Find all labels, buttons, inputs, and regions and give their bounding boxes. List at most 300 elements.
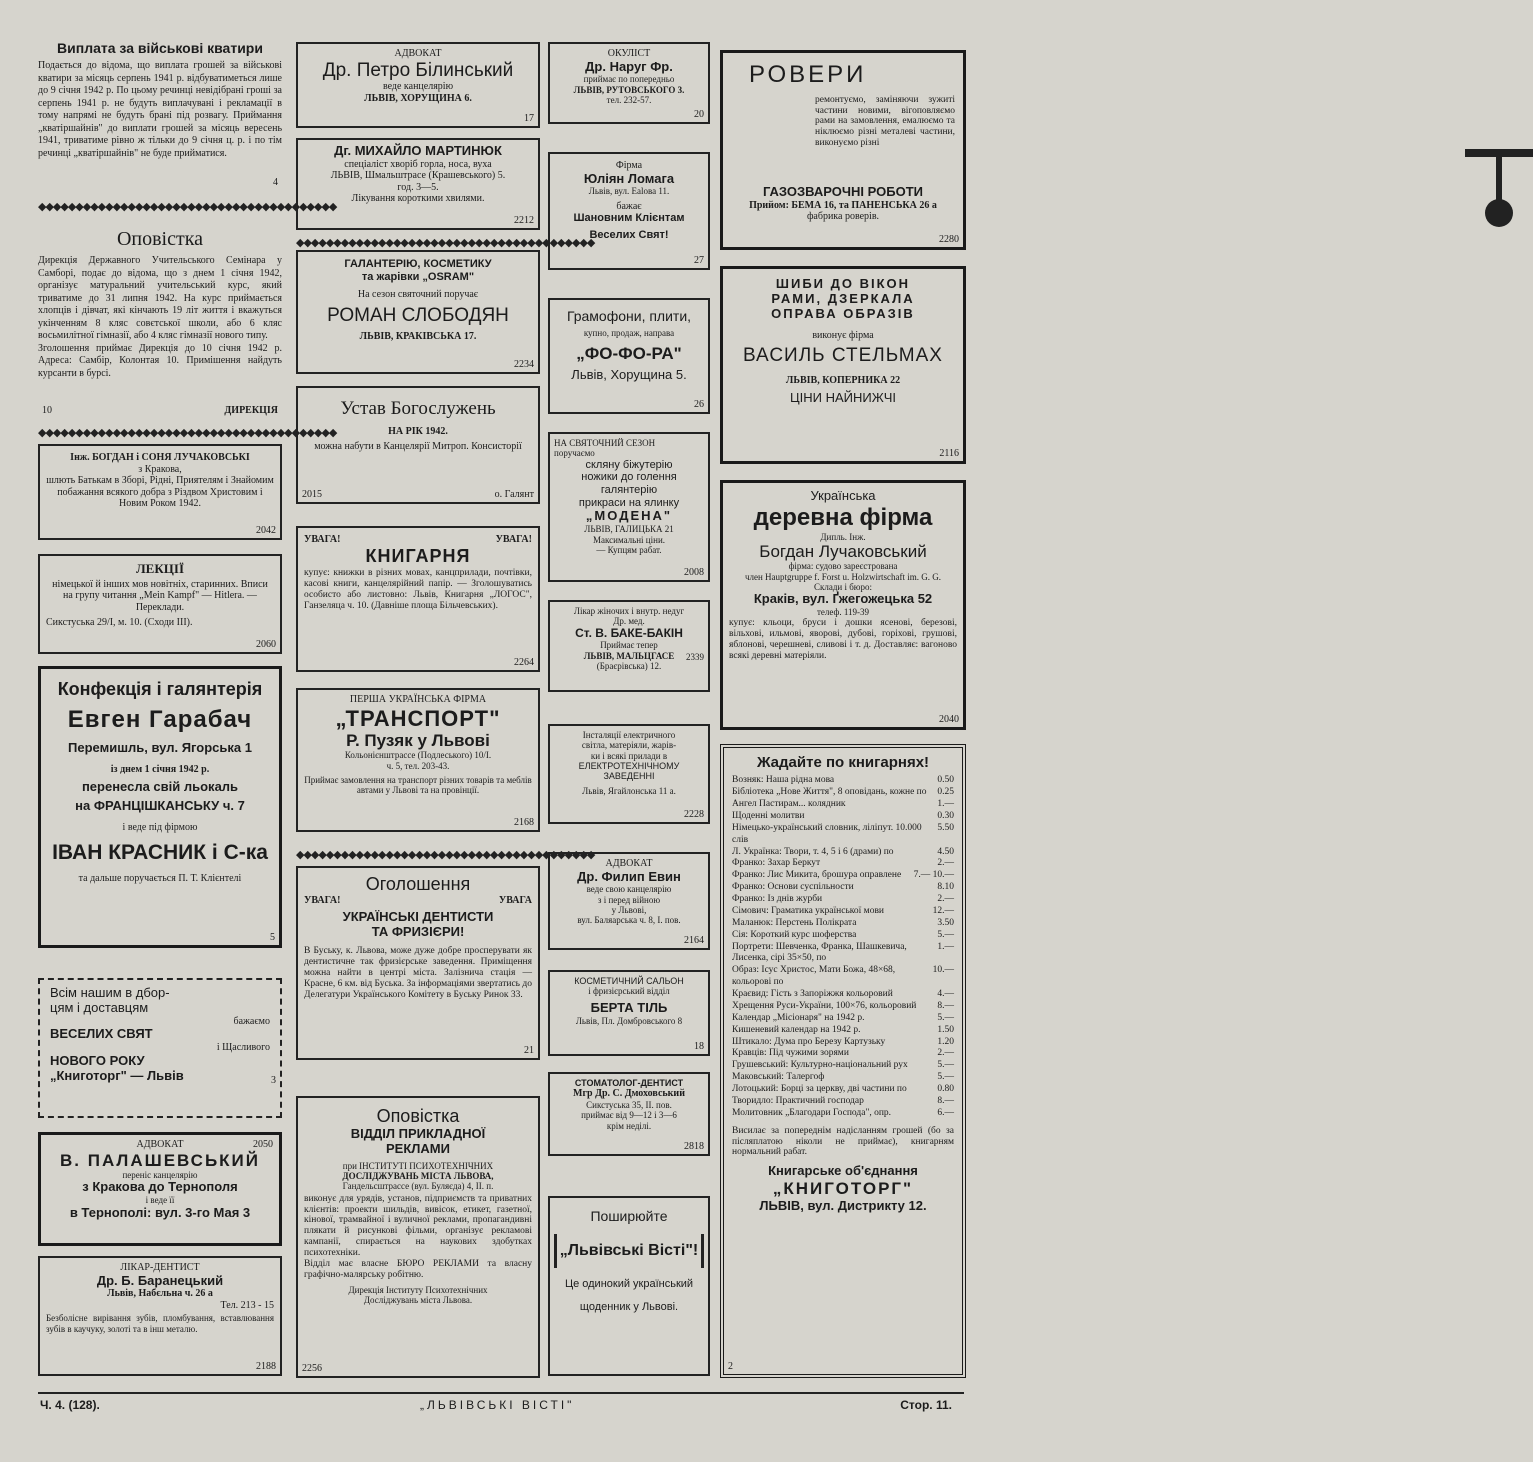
text: Максимальні ціни. <box>592 534 666 545</box>
text: цям і доставцям <box>50 999 149 1015</box>
book-title: Молитовник „Благодари Господа", опр. <box>732 1107 892 1118</box>
book-item <box>732 930 954 942</box>
text: виконує для урядів, установ, підприємств та приватних клієнтів: проекти шильдів, вивісок, етикет, газетної, кінової, трамвайної і вуличної реклами, пропагандивні плякати й рисункові фільми, організує рекламові кампанії, спирається на наукових здобутках психотехніки. <box>304 1193 532 1259</box>
text: ЦІНИ НАЙНИЖЧІ <box>790 389 896 405</box>
knigarnia-title: КНИГАРНЯ <box>365 545 471 566</box>
book-price: 3.50 <box>937 917 954 928</box>
text: в Тернополі: вул. 3-го Мая 3 <box>69 1204 251 1220</box>
text: ЛЬВІВ, МАЛЬЦГАСЕ <box>583 650 675 661</box>
ad-number: 2040 <box>939 713 959 725</box>
signature: о. Галянт <box>494 488 534 500</box>
text: Приймає замовлення на транспорт різних товарів та меблів автами у Львові та на провінції. <box>304 775 532 796</box>
evin-name: Др. Филип Евин <box>577 868 681 884</box>
ad-number: 27 <box>694 254 704 266</box>
book-item <box>732 1096 954 1108</box>
text: Львів, Ягайлонська 11 а. <box>582 785 676 796</box>
book-item <box>732 894 954 906</box>
book-title: Щоденні молитви <box>732 810 805 821</box>
text: член Hauptgruppe f. Forst u. Holzwirtschaft im. G. G. <box>744 571 942 582</box>
text: ЛЬВІВ, ГАЛИЦЬКА 21 <box>584 524 674 535</box>
book-item <box>732 870 954 882</box>
text: НА СВЯТОЧНИЙ СЕЗОН <box>554 438 656 448</box>
ad-number: 4 <box>273 177 278 188</box>
text: Відділ має власне БЮРО РЕКЛАМИ та власну графічно-малярську робітню. <box>304 1259 532 1281</box>
book-title: Франко: Лис Микита, брошура оправлене <box>732 870 902 881</box>
ad-number: 2050 <box>253 1139 273 1150</box>
text: Шановним Клієнтам <box>573 212 685 225</box>
text: ЕЛЕКТРОТЕХНІЧНОМУ <box>578 761 680 772</box>
book-price: 8.— <box>937 1000 954 1011</box>
text: і Щасливого <box>216 1042 270 1054</box>
text: фірма: судово зареєстрована <box>788 561 898 572</box>
text: можна набути в Канцелярії Митроп. Консисторії <box>314 441 522 453</box>
book-price: 5.— <box>937 929 954 940</box>
book-price: 12.— <box>932 905 954 916</box>
ad-number: 2188 <box>256 1360 276 1372</box>
text: Тел. 213 - 15 <box>220 1299 274 1311</box>
baranecki-name: Др. Б. Баранецький <box>96 1272 224 1288</box>
text: виконує фірма <box>812 329 874 341</box>
text: ки і всякі прилади в <box>590 750 668 761</box>
knigarni-ad <box>720 744 966 1378</box>
text: год. 3—5. <box>397 181 439 193</box>
text: Всім нашим в дбор- <box>50 985 170 1000</box>
text: АДВОКАТ <box>136 1139 184 1150</box>
stelmah-name: ВАСИЛЬ СТЕЛЬМАХ <box>743 345 943 367</box>
text: при ІНСТИТУТІ ПСИХОТЕХНІЧНИХ <box>342 1160 494 1171</box>
text: Висилає за попереднім надісланням грошей (бо за післяплатою ніколи не приймає), книгарням нормальний рабат. <box>732 1125 954 1158</box>
text: Лікування короткими хвилями. <box>351 193 485 205</box>
text: КОСМЕТИЧНИЙ САЛЬОН <box>574 976 684 986</box>
text: УКРАЇНСЬКІ ДЕНТИСТИ <box>342 909 494 925</box>
text: АДВОКАТ <box>605 858 653 869</box>
book-price: 0.80 <box>937 1084 954 1094</box>
derevna-title: деревна фірма <box>753 503 933 531</box>
book-item <box>732 906 954 918</box>
book-item <box>732 989 954 1001</box>
transport-title: „ТРАНСПОРТ" <box>335 705 501 731</box>
opovistka-notice <box>38 228 282 418</box>
book-item <box>732 1108 954 1120</box>
issue-number: Ч. 4. (128). <box>40 1398 100 1412</box>
text: Лікар жіночих і внутр. недуг <box>573 606 685 616</box>
book-item <box>732 1060 954 1072</box>
newspaper-name: „ЛЬВІВСЬКІ ВІСТІ" <box>420 1398 575 1412</box>
ad-number: 2234 <box>514 358 534 370</box>
book-price: 2.— <box>937 858 954 869</box>
bake-ad <box>548 600 710 692</box>
ad-number: 2116 <box>939 447 959 459</box>
konfekcia-firm: ІВАН КРАСНИК і С-ка <box>52 841 268 865</box>
opovistka-body: Дирекція Державного Учительського Семінара у Самборі, подає до відома, що з днем 1 січня 1942, організує матуральний учительський курс, який триватиме до 31 липня 1942. На курс приймається хлопців і дівчат, які кінчають 19 літ життя і вкажуться укінченням 8 кляс совєтської школи, або 6 кляс восьмилітної гімназії, або 4 кляс гімназії нового типу. <box>38 255 282 341</box>
book-item <box>732 882 954 894</box>
viplata-title: Виплата за військові кватири <box>57 40 263 56</box>
text: Досліджувань міста Львова. <box>363 1295 473 1306</box>
book-item <box>732 1025 954 1037</box>
text: ЗАВЕДЕННІ <box>603 771 655 782</box>
text: ч. 5, тел. 203-43. <box>386 760 450 771</box>
book-price: 0.25 <box>937 787 954 798</box>
ogoloshennia-title: Оголошення <box>365 874 471 894</box>
book-title: Франко: Захар Беркут <box>732 858 821 869</box>
ad-number: 2168 <box>514 816 534 828</box>
book-title: Маковський: Талергоф <box>732 1072 825 1083</box>
footer-rule <box>38 1392 964 1394</box>
text: і веде її <box>145 1195 175 1206</box>
book-title: Хрещення Руси-України, 100×76, кольоровий <box>732 1000 917 1011</box>
book-price: 1.— <box>937 941 954 952</box>
text: ШИБИ ДО ВІКОН <box>775 276 911 291</box>
ad-number: 2280 <box>939 233 959 245</box>
text: ЛЬВІВ, РУТОВСЬКОГО 3. <box>573 84 685 95</box>
text: і веде під фірмою <box>122 821 198 833</box>
ad-number: 26 <box>694 398 704 410</box>
text: тел. 232-57. <box>606 95 652 106</box>
text: АДВОКАТ <box>394 48 442 59</box>
book-title: Кравців: Під чужими зорями <box>732 1048 849 1059</box>
text: ВЕСЕЛИХ СВЯТ <box>50 1026 153 1042</box>
vist-banner <box>554 1234 704 1268</box>
book-item <box>732 1048 954 1060</box>
book-title: Франко: Основи суспільности <box>732 882 854 893</box>
book-title: Кишеневий календар на 1942 р. <box>732 1024 861 1035</box>
ad-number: 2818 <box>684 1140 704 1152</box>
bake-name: Ст. В. БАКЕ-БАКІН <box>575 625 683 640</box>
book-price: 1.50 <box>937 1024 954 1035</box>
derevna-ad <box>720 480 966 730</box>
lomaga-name: Юліян Ломага <box>583 170 675 186</box>
text: Склади і бюро: <box>813 582 873 593</box>
roveri-title: РОВЕРИ <box>749 61 867 88</box>
knigarni-title: Жадайте по книгарнях! <box>756 754 930 771</box>
text: веде свою канцелярію <box>586 884 672 895</box>
lekcii-ad <box>38 554 282 654</box>
text: Прийом: БЕМА 16, та ПАНЕНСЬКА 26 а <box>749 199 937 211</box>
elektro-ad <box>548 724 710 824</box>
evin-ad <box>548 852 710 950</box>
text: Інж. БОГДАН і СОНЯ ЛУЧАКОВСЬКІ <box>70 452 250 463</box>
book-title: Л. Українка: Твори, т. 4, 5 і 6 (драми) по <box>732 846 894 857</box>
book-item <box>732 775 954 787</box>
book-title: Бібліотека „Нове Життя", 8 оповідань, кожне по <box>732 787 927 798</box>
text: з і перед війною <box>597 894 661 905</box>
text: шлють Батькам в Зборі, Рідні, Приятелям і Знайомим побажання всякого добра з Різдвом Христовим і Новим Роком 1942. <box>46 475 274 509</box>
text: Дипль. Інж. <box>820 531 866 542</box>
text: В Буську, к. Львова, може дуже добре просперувати як дентистичне так фризієрське заведення. Приміщення можна найти в центрі міста. Залізнича стація — Красне, 6 км. від Буська. За інформаціями звертатись до Делегатури Українського Комітету в Буську Ринок 33. <box>304 946 532 1000</box>
book-price: 7.— 10.— <box>913 870 954 881</box>
viplata-body: Подається до відома, що виплата грошей за військові кватири за місяць серпень 1941 р. відбуватиметься лише до 9 січня 1942 р. По цьому речинці невідібрані гроші за серпень 1941 р. не будуть виплачувані і рекламації в тому напрямі не будуть брані під розвагу. Приймання „кватіршайнів" до виплати грошей за місяць вересень 1941, триватиме рівно ж тільки до 9 січня ц. р. і по тім речинці „кватіршайнів" не буде прийматися. <box>38 60 282 159</box>
text: спеціаліст хворіб горла, носа, вуха <box>344 158 492 170</box>
text: Сикстуська 29/I, м. 10. (Сходи III). <box>46 617 193 629</box>
text: поручаємо <box>554 448 595 459</box>
text: ПЕРША УКРАЇНСЬКА ФІРМА <box>349 694 487 705</box>
book-title: Грушевський: Культурно-національний рух <box>732 1060 908 1071</box>
text: „Книготорг" — Львів <box>50 1067 184 1083</box>
bilinski-name: Др. Петро Білинський <box>322 59 514 81</box>
book-title: Штикало: Дума про Березу Картузьку <box>732 1036 886 1047</box>
book-item <box>732 787 954 799</box>
transport-name: Р. Пузяк у Львові <box>346 730 490 750</box>
book-list <box>732 775 954 1119</box>
text: вул. Баляарська ч. 8, I. пов. <box>577 915 681 926</box>
book-item <box>732 1084 954 1096</box>
book-price: 5.— <box>937 1072 954 1083</box>
book-item <box>732 847 954 859</box>
book-title: Німецько-український словник, лілiпут. 10.000 слів <box>732 822 922 845</box>
book-price: 0.50 <box>937 775 954 786</box>
ad-number: 2164 <box>684 934 704 946</box>
text: приймає по попередньо <box>583 74 675 85</box>
ad-number: 17 <box>524 112 534 124</box>
text: з Кракова до Тернополя <box>82 1179 238 1195</box>
book-price: 8.10 <box>937 882 954 893</box>
divider: ◆◆◆◆◆◆◆◆◆◆◆◆◆◆◆◆◆◆◆◆◆◆◆◆◆◆◆◆◆◆◆◆◆◆◆◆◆◆◆◆ <box>296 237 595 249</box>
dmohovski-name: Мгр Др. С. Дмоховський <box>573 1088 685 1100</box>
fofora-name: „ФО-ФО-РА" <box>576 344 682 364</box>
book-title: Портрети: Шевченка, Франка, Шашкевича, Лисенка, сірі 35×50, по <box>732 941 907 964</box>
ad-number: 2 <box>728 1360 733 1372</box>
konfekcia-ad <box>38 666 282 948</box>
ad-number: 18 <box>694 1040 704 1052</box>
book-item <box>732 918 954 930</box>
book-price: 0.30 <box>937 810 954 821</box>
book-title: Маланюк: Перстень Полікрата <box>732 917 857 928</box>
text: На сезон святочний поручає <box>357 289 479 301</box>
text: Інсталяції електричного <box>582 730 676 740</box>
book-title: Календар „Місіонаря" на 1942 р. <box>732 1012 865 1023</box>
viddil-ad <box>296 1096 540 1378</box>
roveri-ad <box>720 50 966 250</box>
vist-ad <box>548 1196 710 1376</box>
text: Дирекція Інституту Психотехнічних <box>348 1284 488 1295</box>
text: Др. мед. <box>613 616 645 627</box>
narug-ad <box>548 42 710 124</box>
text: Краків, вул. Ґжегожецька 52 <box>753 591 933 607</box>
text: НОВОГО РОКУ <box>50 1052 145 1068</box>
ustav-title: Устав Богослужень <box>340 398 496 419</box>
book-price: 6.— <box>937 1107 954 1118</box>
text: Це одинокий український <box>564 1278 694 1291</box>
text: Львів, Хорущина 5. <box>571 366 687 382</box>
text: ЛЬВІВ, вул. Дистрикту 12. <box>759 1197 927 1213</box>
text: приймає від 9—12 і 3—6 <box>581 1110 677 1121</box>
text: та жарівки „OSRAM" <box>361 270 475 283</box>
book-item <box>732 1072 954 1084</box>
signature: ДИРЕКЦІЯ <box>224 405 278 416</box>
text: бажаємо <box>233 1015 270 1027</box>
text: Фірма <box>615 160 643 171</box>
book-price: 10.— <box>932 965 954 976</box>
text: УВАГА! <box>495 534 532 545</box>
text: ремонтуємо, заміняючи зужиті частини новими, вiгоповляємо рами на замовлення, емалюємо та нiклюємо рiзнi металеві частини, виконуємо рiзнi <box>815 94 955 149</box>
text: на ФРАНЦІШКАНСЬКУ ч. 7 <box>75 797 245 813</box>
ad-number: 2228 <box>684 808 704 820</box>
viplata-notice <box>38 40 282 190</box>
text: та дальше поручається П. Т. Клієнтелі <box>78 873 242 885</box>
fofora-ad <box>548 298 710 414</box>
ad-number: 2339 <box>686 652 704 662</box>
text: НА РІК 1942. <box>388 425 448 437</box>
text: Львів, Набєльна ч. 26 а <box>107 1288 213 1300</box>
konfekcia-title: Конфекція і галянтерія <box>57 679 263 699</box>
knigarnia-ad <box>296 526 540 672</box>
text: ГАЗОЗВАРОЧНІ РОБОТИ <box>762 183 923 199</box>
ad-number: 2060 <box>256 638 276 650</box>
text: галянтерію <box>600 483 658 496</box>
divider: ◆◆◆◆◆◆◆◆◆◆◆◆◆◆◆◆◆◆◆◆◆◆◆◆◆◆◆◆◆◆◆◆◆◆◆◆◆◆◆◆ <box>38 201 337 213</box>
text: щоденник у Львові. <box>579 1301 679 1314</box>
text: ЛЬВІВ, ХОРУЩИНА 6. <box>364 92 472 104</box>
book-title: Лотоцький: Борці за церкву, дві частини по <box>732 1084 907 1094</box>
text: РАМИ, ДЗЕРКАЛА <box>771 290 915 306</box>
text: Гандельсштрассе (вул. Буляєда) 4, II. п. <box>342 1181 494 1192</box>
text: ТА ФРИЗІЄРИ! <box>371 924 465 940</box>
vist-name: „Львівські Вісті"! <box>559 1242 699 1260</box>
book-title: Образ: Ісус Христос, Мати Божа, 48×68, кольорові по <box>732 965 896 988</box>
text: УВАГА! <box>304 534 341 545</box>
book-item <box>732 811 954 823</box>
text: УВАГА <box>498 894 532 906</box>
knigotorg-name: „КНИГОТОРГ" <box>772 1179 914 1199</box>
text: ЛІКАР-ДЕНТИСТ <box>120 1262 200 1273</box>
text: Грамофони, плити, <box>566 308 692 324</box>
text: Кольонієнштрассе (Подлеського) 10/I. <box>344 750 492 761</box>
text: УВАГА! <box>304 894 341 906</box>
text: Українська <box>810 488 876 503</box>
ad-number: 2212 <box>514 214 534 226</box>
text: і фризієрський відділ <box>588 986 670 997</box>
book-price: 4.— <box>937 989 954 999</box>
text: РЕКЛАМИ <box>386 1140 450 1156</box>
ad-number: 2256 <box>302 1362 322 1374</box>
text: бажає <box>616 200 642 212</box>
martiniuk-ad <box>296 138 540 230</box>
book-title: Ангел Пастирам... колядник <box>732 799 846 809</box>
book-title: Возняк: Наша рідна мова <box>732 775 835 786</box>
ad-number: 2008 <box>684 566 704 578</box>
text: із днем 1 січня 1942 р. <box>110 764 210 776</box>
ad-number: 2015 <box>302 488 322 500</box>
bicycle-wrench-icon <box>1465 149 1533 233</box>
text: телеф. 119-39 <box>816 607 870 618</box>
palashevski-ad <box>38 1132 282 1246</box>
baranecki-ad <box>38 1256 282 1376</box>
text: купує: кльоци, бруси і дошки ясенові, березові, вільхові, ильмові, яворові, дубові, горіхові, грушові, яблонові, черешневі, сливові і т. д. Доставляє: вагоново всякі деревні матеріяли. <box>729 617 957 661</box>
text: ЛЬВІВ, Шмальштрасе (Крашевського) 5. <box>330 170 506 182</box>
ad-number: 3 <box>271 1074 276 1086</box>
divider: ◆◆◆◆◆◆◆◆◆◆◆◆◆◆◆◆◆◆◆◆◆◆◆◆◆◆◆◆◆◆◆◆◆◆◆◆◆◆◆◆ <box>38 427 337 439</box>
text: Львів, Пл. Домбровського 8 <box>575 1015 683 1026</box>
text: ДОСЛІДЖУВАНЬ МІСТА ЛЬВОВА, <box>342 1170 494 1181</box>
text: (Браєрівська) 12. <box>596 661 662 672</box>
martiniuk-name: Дг. МИХАЙЛО МАРТИНЮК <box>334 143 502 158</box>
text: німецької й інших мов новітніх, старинних. Вписи на групу читання „Mein Kampf" — Hitlera. — Переклади. <box>52 578 268 613</box>
text: ЛЬВІВ, КОПЕРНИКА 22 <box>785 375 901 387</box>
bilinski-ad <box>296 42 540 128</box>
ad-number: 5 <box>270 931 275 943</box>
palashevski-name: В. ПАЛАШЕВСЬКИЙ <box>60 1150 260 1170</box>
book-price: 1.20 <box>937 1036 954 1047</box>
text: ГАЛАНТЕРІЮ, КОСМЕТИКУ <box>344 258 492 270</box>
text: світла, матеріяли, жарів- <box>581 740 677 751</box>
text: ОПРАВА ОБРАЗІВ <box>771 305 915 321</box>
book-item <box>732 799 954 811</box>
text: фабрика роверів. <box>806 211 880 223</box>
text: скляну біжутерію <box>585 458 673 471</box>
book-price: 4.50 <box>937 846 954 857</box>
text: перенесла свій льокаль <box>81 778 239 794</box>
text: крім неділі. <box>606 1120 652 1131</box>
ogoloshennia-ad <box>296 866 540 1060</box>
text: Безболісне вирівання зубів, пломбування, вставлювання зубів в каучуку, золоті та в інш металю. <box>46 1313 274 1334</box>
ad-number: 10 <box>42 405 52 416</box>
text: переніс канцелярію <box>122 1170 198 1181</box>
text: у Львові, <box>611 905 647 916</box>
book-price: 8.— <box>937 1095 954 1106</box>
text: СТОМАТОЛОГ-ДЕНТИСТ <box>574 1078 684 1088</box>
book-title: Сімович: Граматика української мови <box>732 905 885 916</box>
text: прикраси на ялинку <box>578 496 680 509</box>
ad-number: 21 <box>524 1044 534 1056</box>
ad-number: 2264 <box>514 656 534 668</box>
book-title: Творидло: Практичний господар <box>732 1095 864 1106</box>
konfekcia-name: Евген Гарабач <box>67 705 253 733</box>
narug-name: Др. Наруг Фр. <box>585 58 673 74</box>
book-price: 2.— <box>937 894 954 904</box>
derevna-name: Богдан Лучаковський <box>759 541 927 561</box>
text: з Кракова, <box>138 463 182 475</box>
book-item <box>732 1037 954 1049</box>
book-item <box>732 965 954 989</box>
text: Перемишль, вул. Ягорська 1 <box>68 740 252 756</box>
text: Поширюйте <box>590 1208 668 1224</box>
dmohovski-ad <box>548 1072 710 1156</box>
text: Приймає тепер <box>600 640 658 651</box>
book-price: 5.— <box>937 1012 954 1023</box>
viddil-title: Оповістка <box>376 1106 460 1126</box>
ad-number: 2042 <box>256 524 276 536</box>
berta-ad <box>548 970 710 1056</box>
knigotorg-wishes <box>38 978 282 1118</box>
book-title: Краєвид: Гість з Запоріжжя кольоровий <box>732 989 893 999</box>
divider: ◆◆◆◆◆◆◆◆◆◆◆◆◆◆◆◆◆◆◆◆◆◆◆◆◆◆◆◆◆◆◆◆◆◆◆◆◆◆◆◆ <box>296 849 595 861</box>
opovistka-body2: Зголошення приймає Дирекція до 10 січня 1942 р. Адреса: Самбір, Колонтая 10. Примішення найдуть курсанти в бурсі. <box>38 342 282 379</box>
page-number: Стор. 11. <box>900 1398 952 1412</box>
text: ОКУЛІСТ <box>607 48 651 59</box>
moden-ad <box>548 432 710 582</box>
slobodian-name: РОМАН СЛОБОДЯН <box>327 304 509 326</box>
text: — Купцям рабат. <box>596 544 662 555</box>
stelmah-ad <box>720 266 966 464</box>
opovistka-title: Оповістка <box>116 228 204 250</box>
text: Сикстуська 35, II. пов. <box>586 1099 672 1110</box>
lekcii-title: ЛЕКЦІЇ <box>135 561 184 576</box>
book-item <box>732 823 954 847</box>
luchakovski-greeting <box>38 444 282 540</box>
moden-name: „МОДЕНА" <box>585 508 673 524</box>
text: купно, продаж, направа <box>583 328 675 339</box>
book-price: 5.— <box>937 1060 954 1071</box>
book-item <box>732 942 954 966</box>
text: ВІДДІЛ ПРИКЛАДНОЇ <box>350 1125 486 1141</box>
text: Львів, вул. Ealова 11. <box>588 186 670 197</box>
book-title: Франко: Із днів журби <box>732 894 823 904</box>
book-item <box>732 858 954 870</box>
text: купує: книжки в різних мовах, канцприлади, почтівки, касові книги, канцелярійний папір. — Зголошуватись особисто або листовно: Львів, Книгарня „ЛОГОС", Ганзеляца ч. 10. (Давніше площа Більчевських). <box>304 568 532 611</box>
book-price: 2.— <box>937 1048 954 1059</box>
slobodian-ad <box>296 250 540 374</box>
book-item <box>732 1013 954 1025</box>
